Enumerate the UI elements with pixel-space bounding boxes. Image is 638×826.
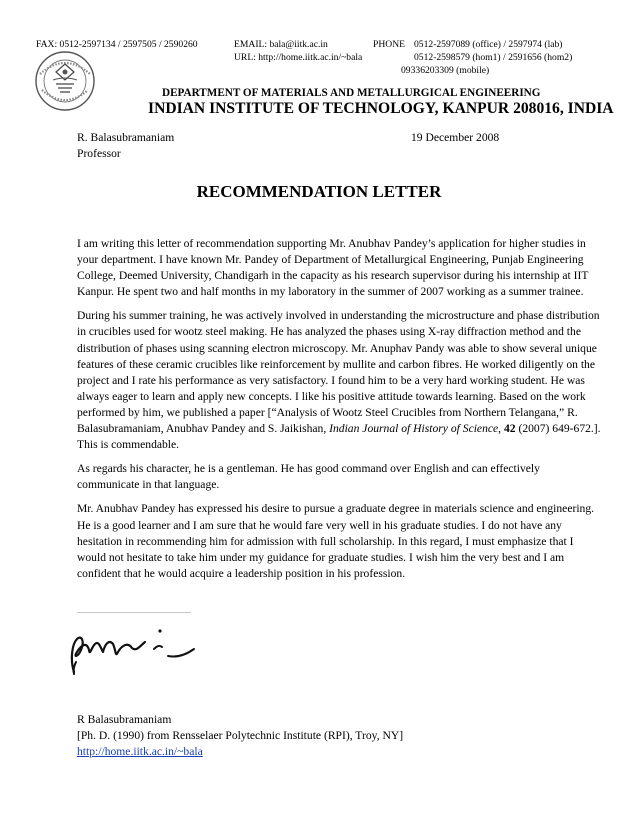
handwritten-signature: [60, 622, 210, 678]
institute-seal-logo: [34, 50, 96, 112]
paragraph-introduction: I am writing this letter of recommendation supporting Mr. Anubhav Pandey’s application for higher studies in your department. I have known Mr. Pandey of Department of Metallurgical Engineering, Punjab Engineering College, Deemed University, Chandigarh in the capacity as his research supervisor during his internship at IIT Kanpur. He spent two and half months in my laboratory in the summer of 2007 working as a summer trainee.: [77, 237, 589, 299]
signature-divider: [77, 612, 191, 613]
paragraph-character: As regards his character, he is a gentleman. He has good command over English and can effectively communicate in that language.: [77, 462, 540, 492]
paragraph-text: ,: [498, 422, 504, 436]
institute-name: INDIAN INSTITUTE OF TECHNOLOGY, KANPUR 208016, INDIA: [148, 100, 614, 117]
signatory-credentials: [Ph. D. (1990) from Rensselaer Polytechnic Institute (RPI), Troy, NY]: [77, 729, 404, 742]
phone-label: PHONE: [373, 39, 405, 50]
letter-heading: RECOMMENDATION LETTER: [196, 182, 442, 201]
sender-name: R. Balasubramaniam: [77, 131, 175, 144]
homepage-link[interactable]: http://home.iitk.ac.in/~bala: [77, 745, 203, 758]
journal-name: Indian Journal of History of Science: [329, 422, 499, 436]
signature-block: [77, 712, 403, 760]
department-name: DEPARTMENT OF MATERIALS AND METALLURGICAL ENGINEERING: [162, 87, 541, 99]
phone-mobile: 09336203309 (mobile): [401, 65, 490, 76]
paragraph-text: During his summer training, he was actively involved in understanding the microstructure and phase distribution in crucibles used for wootz steel making. He has analyzed the phases using X-ray diffraction method and the distribution of phases using scanning electron microscopy. Mr. Anuphav Pandy was able to show several unique features of these ceramic crucibles like reinforcement by mullite and carbon fibres. He worked diligently on the project and I rate his performance as very satisfactory. I found him to be a very hard working student. He was always eager to learn and apply new concepts. I like his positive attitude towards learning. Based on the work performed by him, we published a paper [“Analysis of Wootz Steel Crucibles from Northern Telangana,” R. Balasubramaniam, Anubhav Pandey and S. Jaikishan,: [77, 309, 600, 436]
email-address: EMAIL: bala@iitk.ac.in: [234, 39, 328, 50]
paragraph-text: (2007) 649-672.]. This is commendable.: [77, 422, 601, 452]
sender-title: Professor: [77, 147, 121, 160]
paragraph-recommendation: Mr. Anubhav Pandey has expressed his desire to pursue a graduate degree in materials science and engineering. He is a good learner and I am sure that he would fare very well in his graduate studies. I do not have any hesitation in recommending him for admission with full scholarship. In this regard, I must emphasize that I would not hesitate to take him under my guidance for graduate studies. I wish him the very best and I am confident that he would acquire a leadership position in his profession.: [77, 502, 595, 580]
signatory-name: R Balasubramaniam: [77, 713, 172, 726]
fax-numbers: FAX: 0512-2597134 / 2597505 / 2590260: [36, 39, 198, 50]
letter-date: 19 December 2008: [411, 131, 500, 144]
phone-home: 0512-2598579 (hom1) / 2591656 (hom2): [414, 52, 573, 63]
paragraph-summer-training: [77, 308, 603, 453]
journal-volume: 42: [503, 422, 516, 436]
phone-office-lab: 0512-2597089 (office) / 2597974 (lab): [414, 39, 563, 50]
letter-body: [77, 236, 603, 590]
header-url: URL: http://home.iitk.ac.in/~bala: [234, 52, 363, 63]
